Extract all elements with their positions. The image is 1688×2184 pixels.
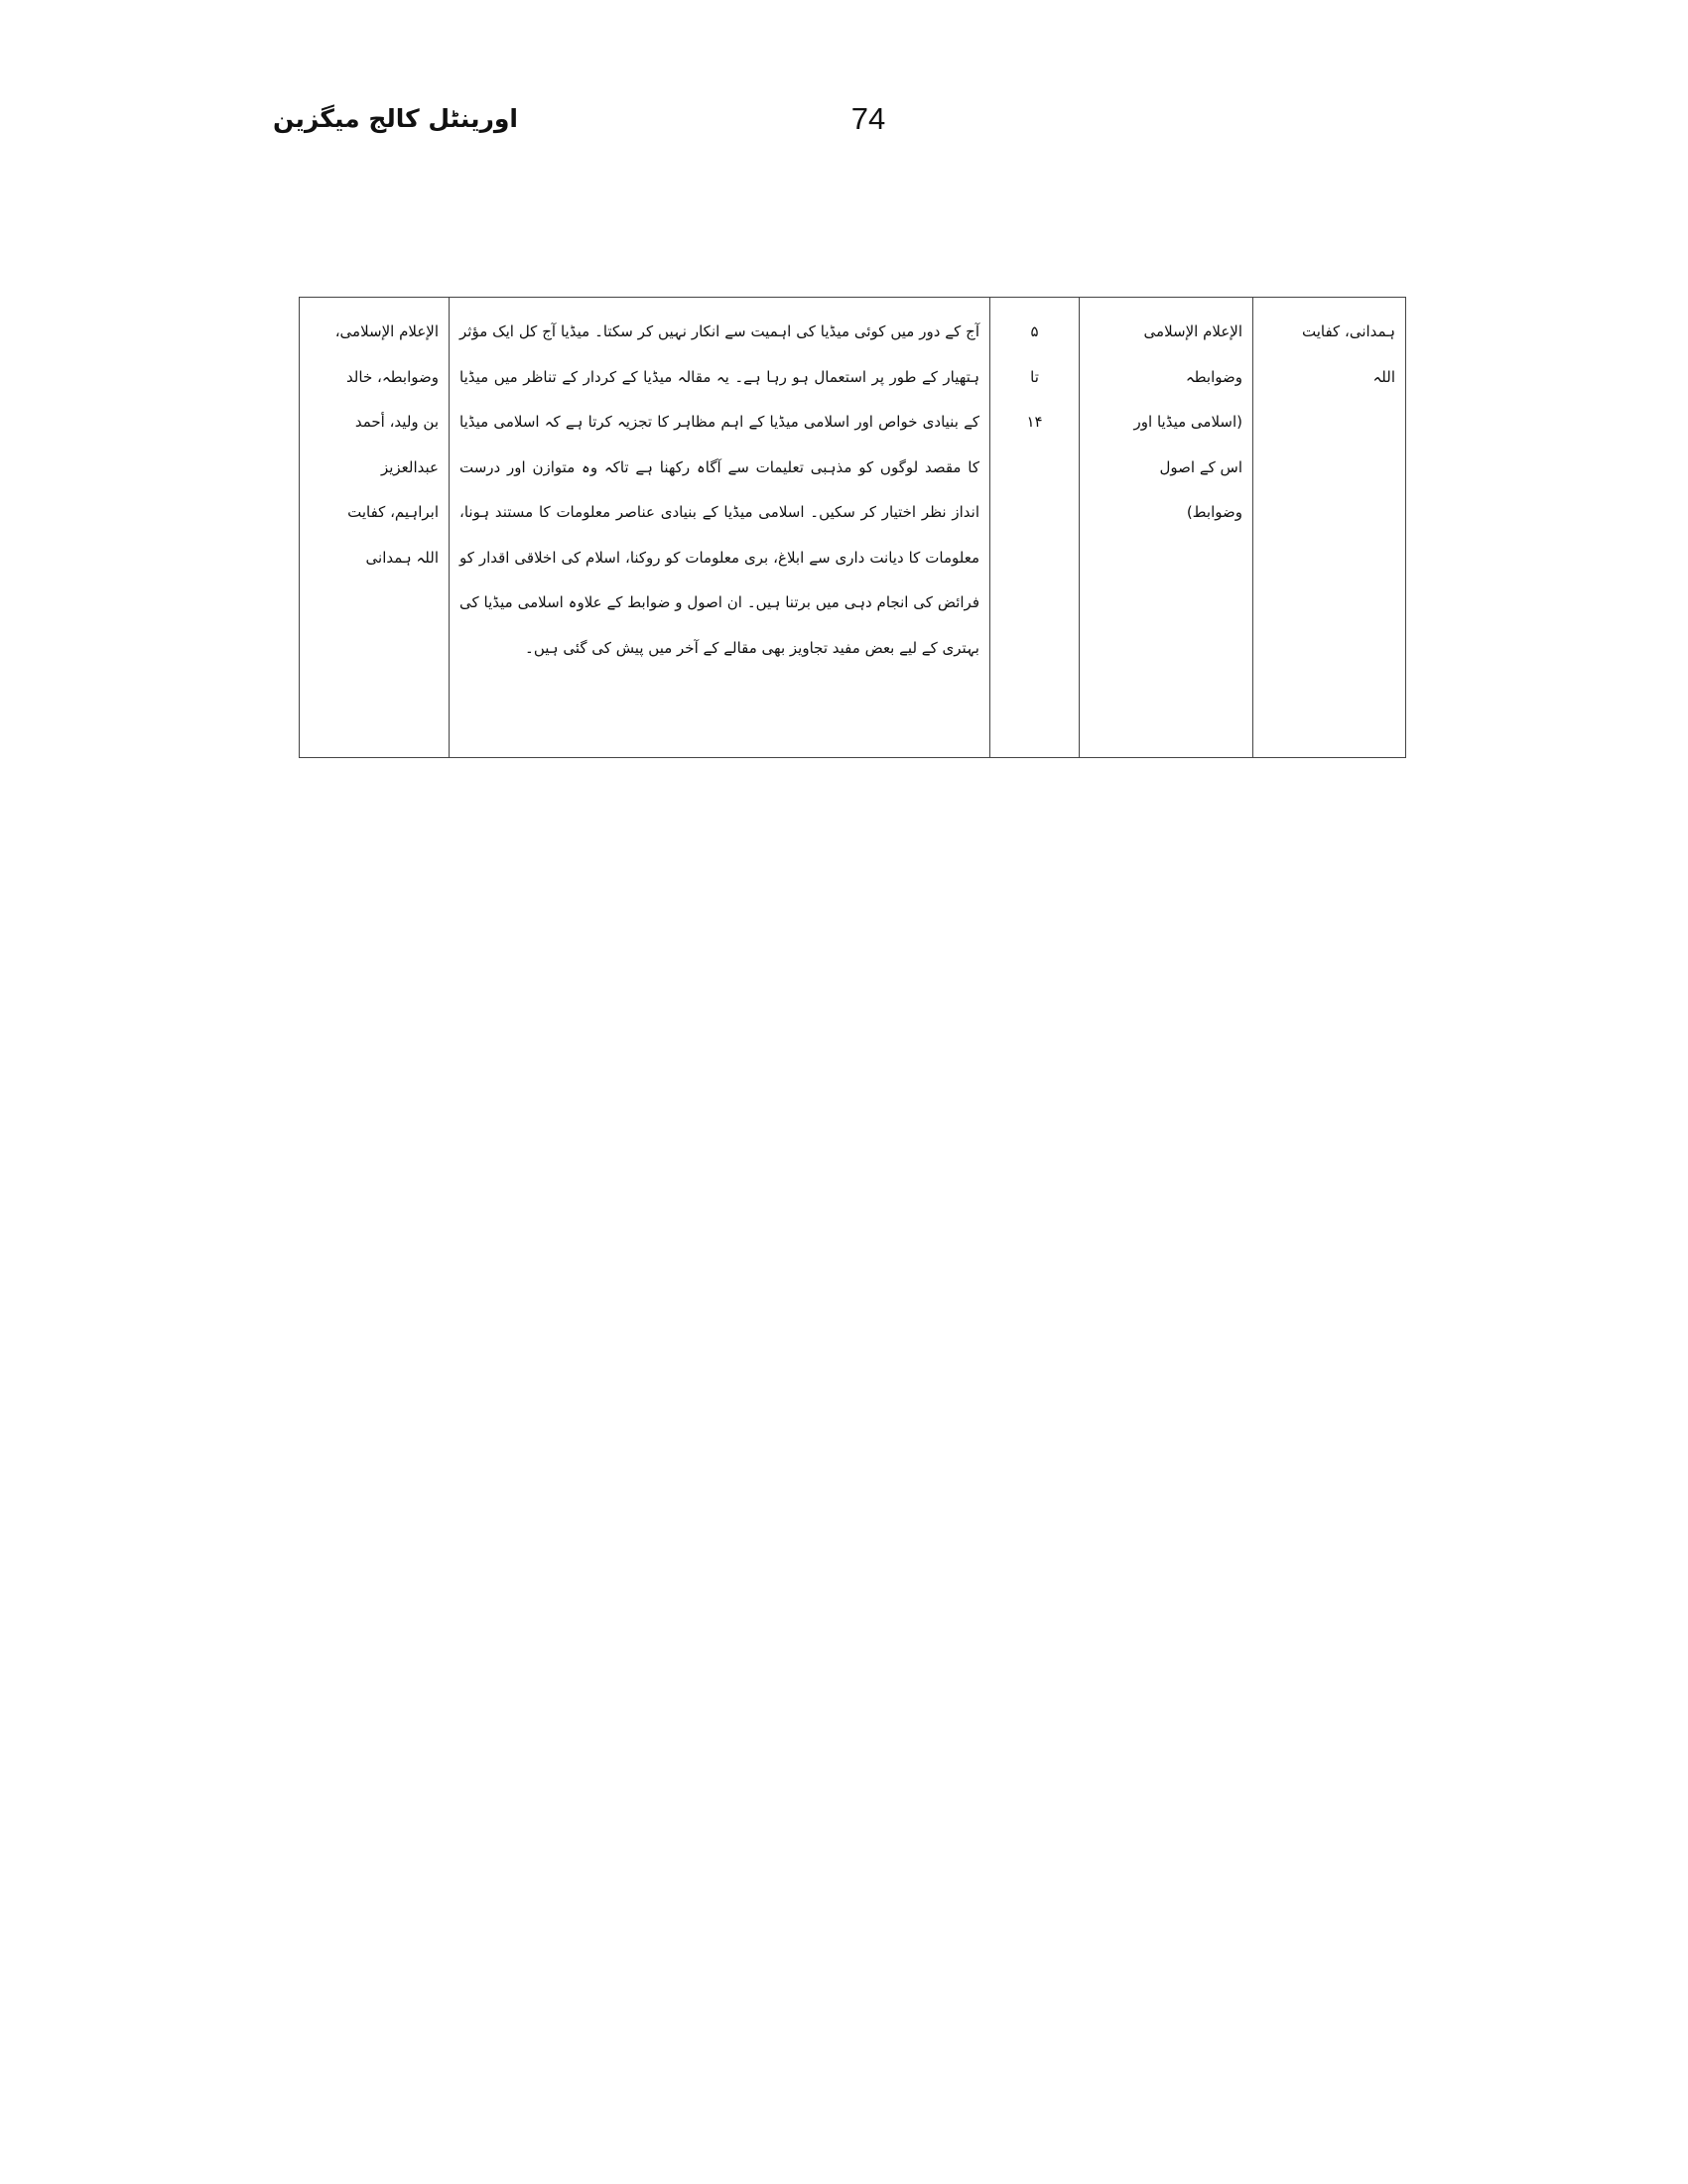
author-line: ہمدانی، کفایت [1302,322,1395,340]
title-line: وضوابط) [1186,503,1242,521]
keyword-line: اللہ ہمدانی [365,548,439,567]
keyword-line: الإعلام الإسلامی، [334,322,439,340]
abstract-cell [450,298,990,758]
keyword-line: وضوابطہ، خالد [345,367,439,386]
journal-name: اورینٹل کالج میگزین [272,104,518,133]
keyword-line: ابراہیم، کفایت [347,503,439,521]
title-cell [1080,298,1253,758]
author-cell [1253,298,1406,758]
keyword-line: عبدالعزیز [380,457,439,476]
page-end: ۱۴ [1026,413,1043,431]
page-start: ۵ [1030,322,1039,340]
keyword-line: بن ولید، أحمد [354,413,439,431]
page-number: 74 [850,101,886,136]
keywords-cell [300,298,450,758]
title-line: (اسلامی میڈیا اور [1133,413,1242,431]
title-line: وضوابطہ [1185,367,1242,386]
table-row [300,298,1406,758]
title-line: الإعلام الإسلامی [1143,322,1242,340]
abstract-text: آج کے دور میں کوئی میڈیا کی اہمیت سے انکار نہیں کر سکتا۔ میڈیا آج کل ایک مؤثر ہتھیار کے طور پر استعمال ہو رہا ہے۔ یہ مقالہ میڈیا کے کردار کے تناظر میں میڈیا کے بنیادی خواص اور اسلامی میڈیا کے اہم مظاہر کا تجزیہ کرتا ہے کہ اسلامی میڈیا کا مقصد لوگوں کو مذہبی تعلیمات سے آگاہ رکھنا ہے تاکہ وہ متوازن اور درست انداز نظر اختیار کر سکیں۔ اسلامی میڈیا کے بنیادی عناصر معلومات کا مستند ہونا، معلومات کا دیانت داری سے ابلاغ، بری معلومات کو روکنا، اسلام کی اخلاقی اقدار کو فرائض کی انجام دہی میں برتنا ہیں۔ ان اصول و ضوابط کے علاوہ اسلامی میڈیا کی بہتری کے لیے بعض مفید تجاویز بھی مقالے کے آخر میں پیش کی گئی ہیں۔ [459,322,979,657]
pages-cell [990,298,1080,758]
page-range-word: تا [1030,367,1039,386]
title-line: اس کے اصول [1159,457,1242,476]
author-line: اللہ [1372,367,1395,386]
summary-table [299,297,1406,758]
